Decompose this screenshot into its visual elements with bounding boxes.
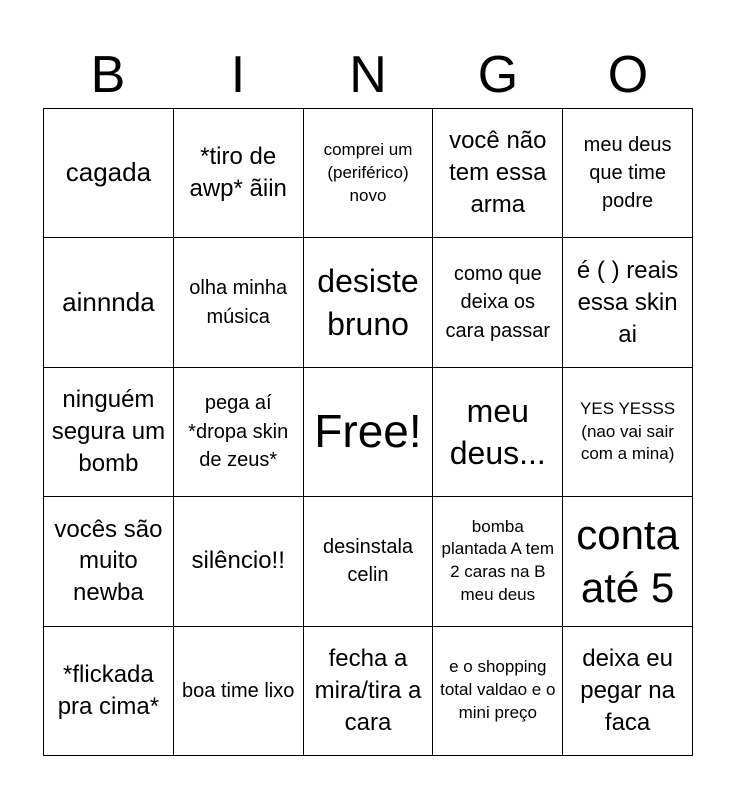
cell-text: fecha a mira/tira a cara xyxy=(314,644,422,736)
cell-text: pega aí *dropa skin de zeus* xyxy=(188,392,289,472)
bingo-cell[interactable] xyxy=(44,368,174,497)
bingo-header xyxy=(43,42,693,108)
bingo-cell[interactable] xyxy=(433,368,563,497)
cell-text: *flickada pra cima* xyxy=(57,660,160,720)
cell-text: silêncio!! xyxy=(191,547,285,575)
bingo-cell[interactable] xyxy=(44,238,174,367)
header-letter-b: B xyxy=(90,46,126,104)
cell-text: desinstala celin xyxy=(322,536,414,587)
cell-text: ninguém segura um bomb xyxy=(51,386,166,477)
bingo-cell[interactable] xyxy=(433,627,563,756)
cell-text: meu deus... xyxy=(449,392,546,471)
bingo-cell[interactable] xyxy=(563,238,693,367)
bingo-card-grid xyxy=(43,108,693,756)
cell-text: cagada xyxy=(65,157,152,188)
cell-text: bomba plantada A tem 2 caras na B meu deus xyxy=(441,516,555,605)
bingo-cell[interactable] xyxy=(433,109,563,238)
cell-text: olha minha música xyxy=(189,277,288,328)
bingo-cell[interactable] xyxy=(44,627,174,756)
bingo-cell[interactable] xyxy=(304,497,434,626)
free-space-cell[interactable] xyxy=(304,368,434,497)
bingo-cell[interactable] xyxy=(563,627,693,756)
cell-text: e o shopping total valdao e o mini preço xyxy=(440,657,556,723)
bingo-cell[interactable] xyxy=(174,627,304,756)
cell-text: é ( ) reais essa skin ai xyxy=(576,256,679,348)
bingo-cell[interactable] xyxy=(174,497,304,626)
cell-text: conta até 5 xyxy=(576,511,679,612)
cell-text: YES YESSS (nao vai sair com a mina) xyxy=(580,398,676,464)
bingo-cell[interactable] xyxy=(563,109,693,238)
bingo-cell[interactable] xyxy=(304,627,434,756)
bingo-cell[interactable] xyxy=(44,497,174,626)
cell-text: vocês são muito newba xyxy=(54,515,163,607)
cell-text: desiste bruno xyxy=(317,263,419,342)
header-letter-g: G xyxy=(477,46,519,104)
cell-text: *tiro de awp* ãiin xyxy=(189,143,287,203)
cell-text: como que deixa os cara passar xyxy=(445,263,551,342)
bingo-cell[interactable] xyxy=(174,109,304,238)
bingo-cell[interactable] xyxy=(433,497,563,626)
cell-text: Free! xyxy=(314,405,422,458)
header-letter-o: O xyxy=(607,46,649,104)
bingo-cell[interactable] xyxy=(174,368,304,497)
bingo-cell[interactable] xyxy=(563,368,693,497)
cell-text: você não tem essa arma xyxy=(449,127,547,219)
cell-text: ainnnda xyxy=(62,286,155,317)
cell-text: boa time lixo xyxy=(182,679,295,702)
header-letter-i: I xyxy=(230,46,246,104)
bingo-cell[interactable] xyxy=(304,238,434,367)
cell-text: comprei um (periférico) novo xyxy=(323,139,413,205)
bingo-cell[interactable] xyxy=(174,238,304,367)
bingo-cell[interactable] xyxy=(304,109,434,238)
header-letter-n: N xyxy=(349,46,387,104)
bingo-cell[interactable] xyxy=(433,238,563,367)
cell-text: deixa eu pegar na faca xyxy=(580,644,675,736)
bingo-cell[interactable] xyxy=(44,109,174,238)
bingo-cell[interactable] xyxy=(563,497,693,626)
cell-text: meu deus que time podre xyxy=(583,133,672,213)
